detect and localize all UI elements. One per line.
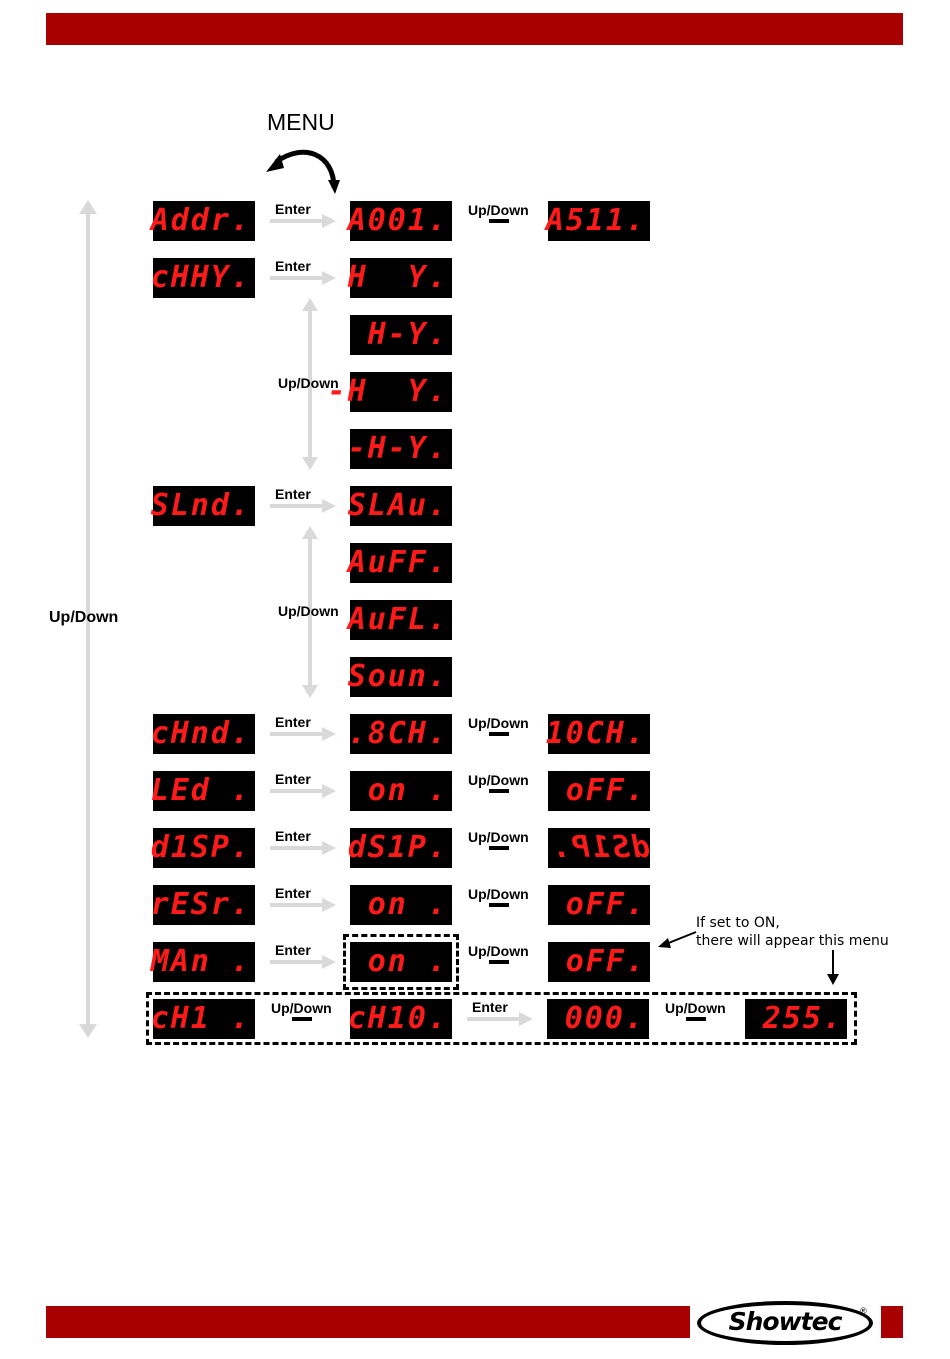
header-band: [46, 13, 903, 45]
lcd-slnd-option-3: [347, 600, 452, 640]
lcd-chhy-option-4: [347, 429, 452, 469]
annotation-line-2: there will appear this menu: [696, 933, 889, 949]
updown-label: Up/Down: [468, 829, 529, 845]
lcd-text: Soun.: [347, 659, 448, 694]
main-updown-label: Up/Down: [49, 609, 119, 626]
lcd-chhy-option-2: [350, 315, 452, 355]
annotation-down-arrow-icon: [826, 950, 840, 986]
lcd-text: rESr.: [150, 887, 251, 922]
lcd-chhy-option-3: [327, 372, 452, 412]
updown-label: Up/Down: [468, 202, 529, 218]
lcd-text: -H Y.: [327, 374, 448, 409]
logo-text: Showtec: [728, 1307, 842, 1336]
updown-label: Up/Down: [665, 1000, 726, 1016]
lcd-chnd-alt: [545, 714, 650, 754]
enter-arrow-icon: [270, 783, 338, 799]
lcd-chhy-option-1: [347, 258, 452, 298]
lcd-text: cHnd.: [150, 716, 251, 751]
lcd-manual-on: [350, 942, 452, 982]
lcd-manual-off: [548, 942, 650, 982]
lcd-value-max: [745, 999, 847, 1039]
updown-dash: [489, 789, 509, 793]
enter-label: Enter: [275, 942, 311, 958]
updown-dash: [489, 903, 509, 907]
lcd-addr: [150, 201, 255, 241]
lcd-manual: [150, 942, 255, 982]
lcd-text: 255.: [762, 1001, 843, 1036]
lcd-text: SLAu.: [347, 488, 448, 523]
lcd-text: oFF.: [565, 944, 646, 979]
enter-arrow-icon: [270, 498, 338, 514]
enter-label: Enter: [275, 486, 311, 502]
enter-arrow-icon: [270, 270, 338, 286]
lcd-reset-off: [548, 885, 650, 925]
lcd-text: dS1P.: [347, 830, 448, 865]
updown-label: Up/Down: [278, 375, 339, 391]
enter-label: Enter: [275, 258, 311, 274]
lcd-text: cH1 .: [150, 1001, 251, 1036]
updown-dash: [489, 219, 509, 223]
lcd-text: dS1P.: [549, 830, 650, 865]
lcd-disp-flipped: [548, 828, 650, 868]
annotation-line-1: If set to ON,: [696, 915, 780, 931]
enter-arrow-icon: [270, 840, 338, 856]
lcd-text: A001.: [347, 203, 448, 238]
lcd-reset: [150, 885, 255, 925]
lcd-address-max: [545, 201, 650, 241]
lcd-text: oFF.: [565, 887, 646, 922]
lcd-text: 000.: [564, 1001, 645, 1036]
enter-arrow-icon: [270, 897, 338, 913]
lcd-chnd: [150, 714, 255, 754]
updown-dash: [686, 1017, 706, 1021]
updown-label: Up/Down: [468, 886, 529, 902]
lcd-text: d1SP.: [150, 830, 251, 865]
lcd-text: Addr.: [150, 203, 251, 238]
lcd-text: SLnd.: [150, 488, 251, 523]
enter-arrow-icon: [270, 213, 338, 229]
lcd-text: cH10.: [347, 1001, 448, 1036]
logo-registered: ®: [860, 1306, 867, 1316]
enter-arrow-icon: [270, 726, 338, 742]
lcd-channel-first: [150, 999, 255, 1039]
updown-label: Up/Down: [468, 772, 529, 788]
lcd-text: .8CH.: [347, 716, 448, 751]
lcd-slnd-option-1: [347, 486, 452, 526]
updown-dash: [489, 960, 509, 964]
updown-label: Up/Down: [271, 1000, 332, 1016]
enter-label: Enter: [275, 201, 311, 217]
updown-label: Up/Down: [468, 715, 529, 731]
lcd-led-on: [350, 771, 452, 811]
lcd-text: H Y.: [347, 260, 448, 295]
lcd-text: MAn .: [150, 944, 251, 979]
showtec-logo: [694, 1298, 876, 1348]
enter-label: Enter: [275, 771, 311, 787]
menu-label: MENU: [267, 109, 335, 135]
lcd-text: oFF.: [565, 773, 646, 808]
footer-band-right: [881, 1306, 903, 1338]
menu-curved-arrow-icon: [258, 138, 348, 196]
lcd-text: on .: [367, 887, 448, 922]
enter-label: Enter: [472, 999, 508, 1015]
updown-dash: [489, 732, 509, 736]
lcd-chhy: [150, 258, 255, 298]
lcd-text: A511.: [545, 203, 646, 238]
updown-dash: [489, 846, 509, 850]
lcd-text: on .: [367, 944, 448, 979]
lcd-text: AuFL.: [347, 602, 448, 637]
enter-label: Enter: [275, 828, 311, 844]
lcd-slnd: [150, 486, 255, 526]
lcd-disp-normal: [347, 828, 452, 868]
lcd-text: LEd .: [150, 773, 251, 808]
enter-label: Enter: [275, 714, 311, 730]
lcd-value-min: [547, 999, 649, 1039]
lcd-reset-on: [350, 885, 452, 925]
lcd-disp: [150, 828, 255, 868]
lcd-led-off: [548, 771, 650, 811]
lcd-text: H-Y.: [367, 317, 448, 352]
lcd-slnd-option-2: [347, 543, 452, 583]
lcd-channel-last: [347, 999, 452, 1039]
footer-band-left: [46, 1306, 690, 1338]
lcd-text: -H-Y.: [347, 431, 448, 466]
enter-label: Enter: [275, 885, 311, 901]
enter-arrow-icon: [270, 954, 338, 970]
lcd-text: AuFF.: [347, 545, 448, 580]
updown-label: Up/Down: [278, 603, 339, 619]
lcd-text: 10CH.: [545, 716, 646, 751]
lcd-text: cHHY.: [150, 260, 251, 295]
lcd-slnd-option-4: [347, 657, 452, 697]
updown-dash: [292, 1017, 312, 1021]
updown-label: Up/Down: [468, 943, 529, 959]
lcd-text: on .: [367, 773, 448, 808]
lcd-chnd-value: [347, 714, 452, 754]
annotation-pointer-arrow-icon: [656, 928, 698, 952]
lcd-led: [150, 771, 255, 811]
enter-arrow-icon: [467, 1011, 535, 1027]
lcd-address-value: [347, 201, 452, 241]
